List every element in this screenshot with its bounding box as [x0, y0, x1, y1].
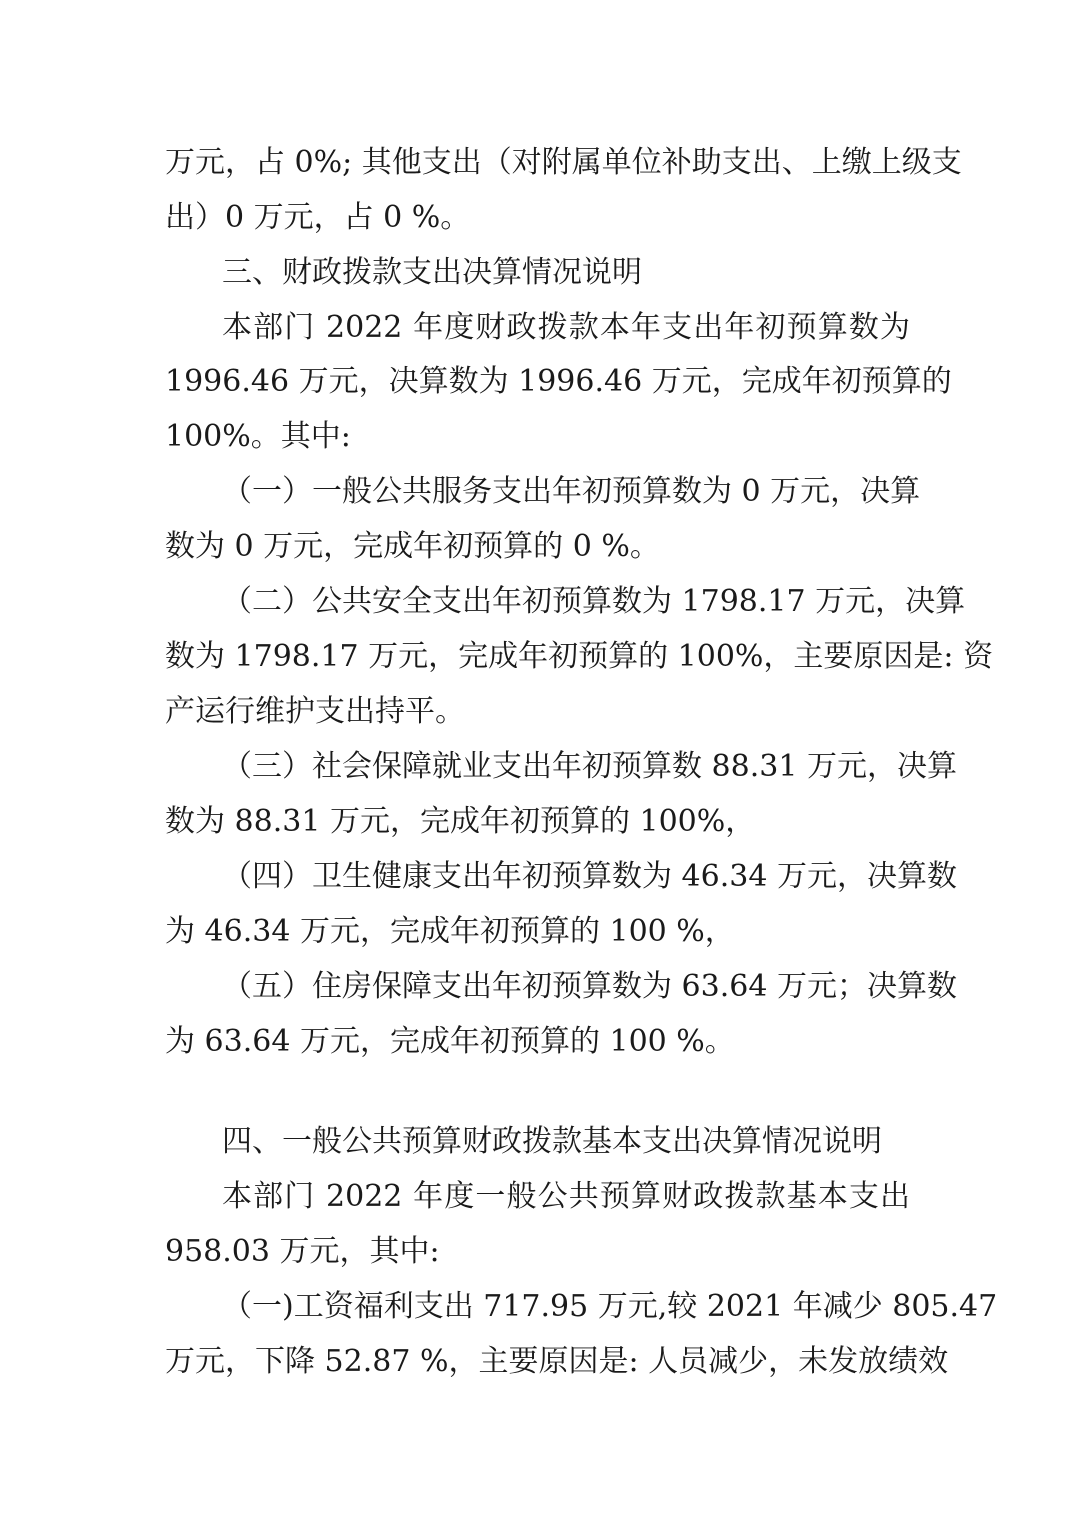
paragraph-line: （三）社会保障就业支出年初预算数 88.31 万元，决算 [222, 749, 957, 784]
paragraph-line: （二）公共安全支出年初预算数为 1798.17 万元，决算 [222, 584, 966, 619]
section-heading-4: 四、一般公共预算财政拨款基本支出决算情况说明 [222, 1124, 882, 1159]
paragraph-line: （一)工资福利支出 717.95 万元,较 2021 年减少 805.47 [222, 1289, 998, 1324]
paragraph-line: 本部门 2022 年度一般公共预算财政拨款基本支出 [222, 1179, 910, 1214]
paragraph-line: （五）住房保障支出年初预算数为 63.64 万元；决算数 [222, 969, 957, 1004]
paragraph-line: 数为 88.31 万元，完成年初预算的 100%， [165, 804, 756, 839]
paragraph-line: 为 46.34 万元，完成年初预算的 100 %， [165, 914, 735, 949]
paragraph-line: 产运行维护支出持平。 [165, 694, 465, 729]
paragraph-line: 958.03 万元，其中: [165, 1234, 440, 1269]
paragraph-line: 1996.46 万元，决算数为 1996.46 万元，完成年初预算的 [165, 364, 952, 399]
paragraph-line: 本部门 2022 年度财政拨款本年支出年初预算数为 [222, 310, 910, 345]
paragraph-line: （四）卫生健康支出年初预算数为 46.34 万元，决算数 [222, 859, 957, 894]
paragraph-line: 100%。其中: [165, 419, 351, 454]
paragraph-line: 为 63.64 万元，完成年初预算的 100 %。 [165, 1024, 735, 1059]
paragraph-line: 出）0 万元，占 0 %。 [165, 200, 471, 235]
paragraph-line: （一）一般公共服务支出年初预算数为 0 万元，决算 [222, 474, 921, 509]
paragraph-line: 万元，下降 52.87 %，主要原因是: 人员减少，未发放绩效 [165, 1344, 949, 1379]
paragraph-line: 万元，占 0%; 其他支出（对附属单位补助支出、上缴上级支 [165, 145, 962, 180]
paragraph-line: 数为 1798.17 万元，完成年初预算的 100%，主要原因是: 资 [165, 639, 994, 674]
section-heading-3: 三、财政拨款支出决算情况说明 [222, 255, 642, 290]
paragraph-line: 数为 0 万元，完成年初预算的 0 %。 [165, 529, 660, 564]
